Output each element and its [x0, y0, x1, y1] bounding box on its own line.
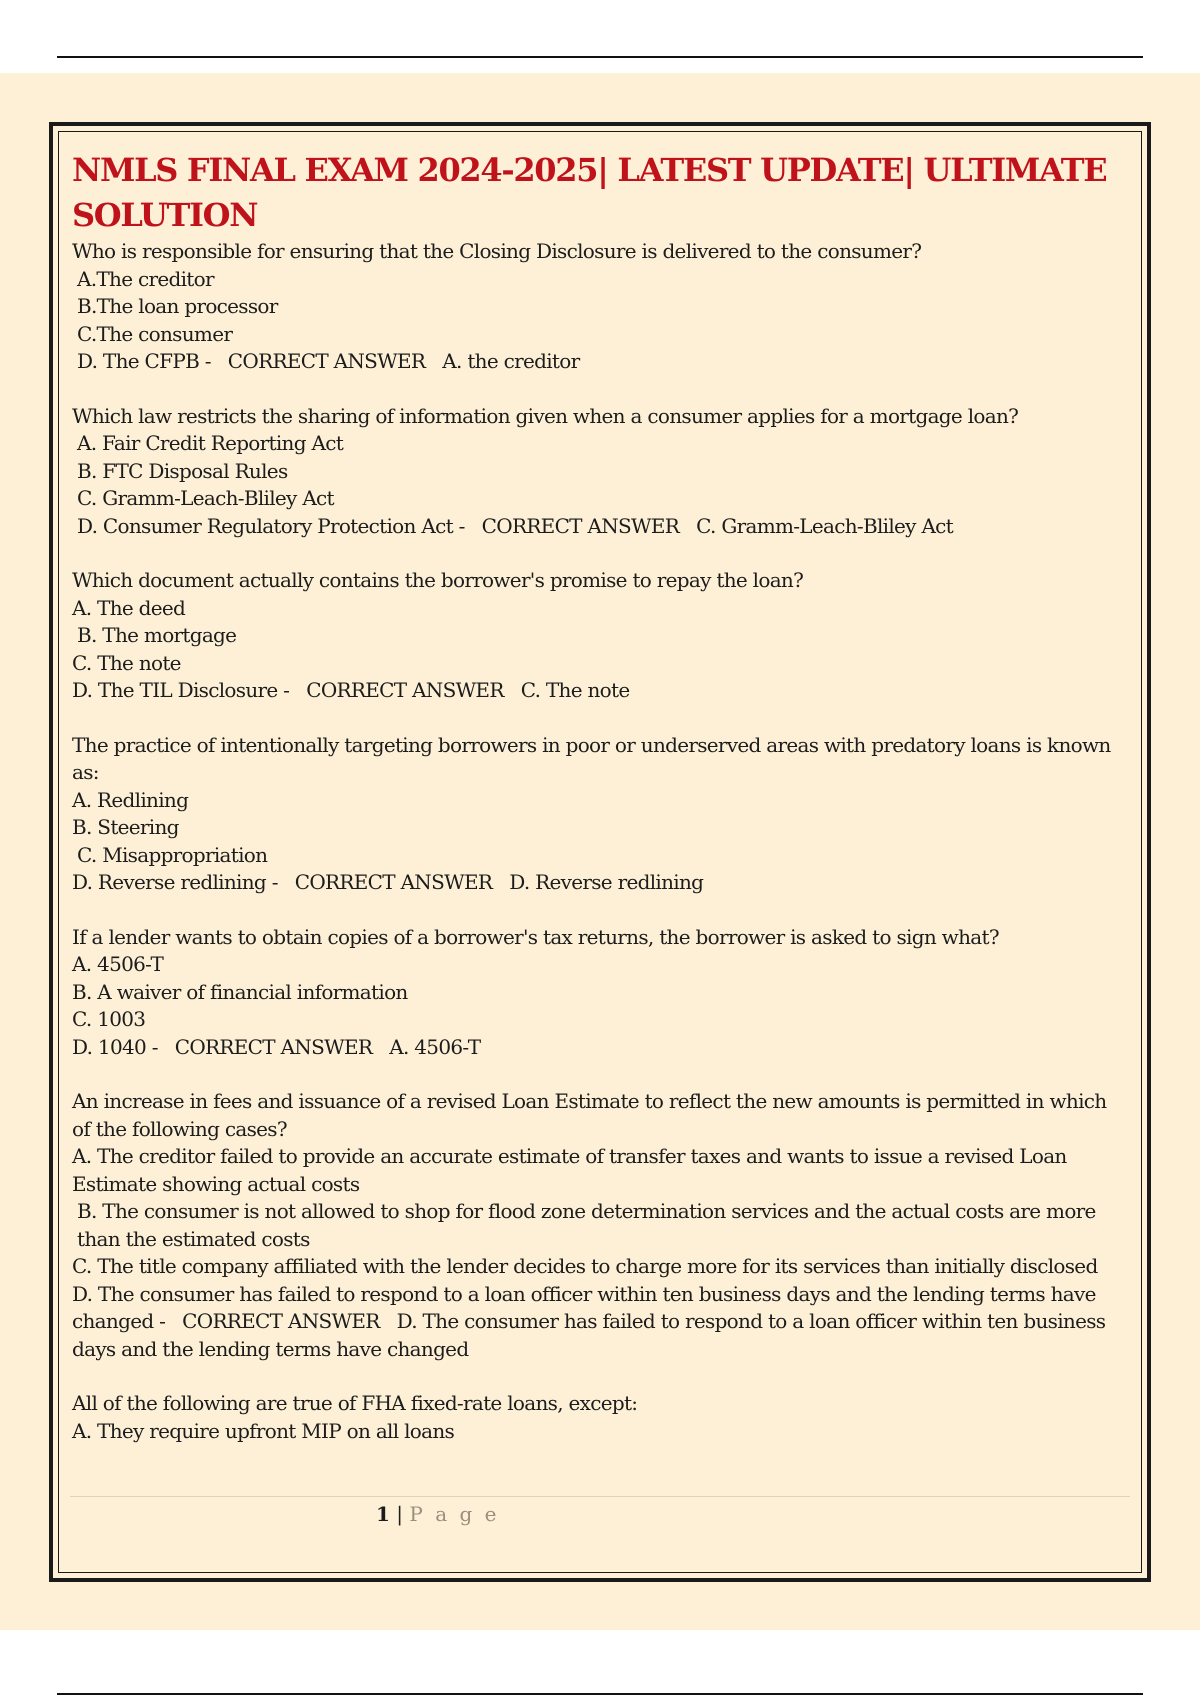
correct-answer-label: CORRECT ANSWER [481, 513, 680, 538]
question-block [72, 924, 1128, 1062]
footer-divider [70, 1496, 1130, 1497]
answer-option: C.The consumer [77, 321, 233, 346]
correct-answer: A. 4506-T [389, 1034, 481, 1059]
page-label: P a g e [409, 1502, 500, 1526]
correct-answer: C. The note [520, 678, 630, 702]
option-text: D. Reverse redlining - [72, 870, 278, 894]
answer-option: A. 4506-T [72, 952, 164, 976]
answer-option-last [72, 348, 1128, 376]
answer-option: A. They require upfront MIP on all loans [72, 1418, 455, 1443]
correct-answer: C. Gramm-Leach-Bliley Act [696, 513, 954, 538]
top-rule [57, 56, 1143, 58]
answer-option-last [72, 677, 1128, 705]
document-title: NMLS FINAL EXAM 2024-2025| LATEST UPDATE| ULTIMATE SOLUTION [72, 151, 1107, 234]
correct-answer: D. Reverse redlining [509, 870, 704, 894]
correct-answer-label: CORRECT ANSWER [306, 678, 504, 702]
answer-option: B. The consumer is not allowed to shop for flood zone determination services and the actual costs are more than the estimated costs [77, 1199, 1096, 1251]
question-block [72, 567, 1128, 705]
answer-option: C. The title company affiliated with the lender decides to charge more for its services than initially disclosed [72, 1254, 1098, 1278]
correct-answer: A. the creditor [442, 349, 580, 373]
answer-option-last [72, 1281, 1128, 1364]
question-block [72, 403, 1128, 541]
answer-option-last [72, 869, 1128, 897]
option-text: D. Consumer Regulatory Protection Act - [77, 513, 465, 538]
answer-option: A. Redlining [72, 787, 189, 812]
question-block [72, 1088, 1128, 1363]
question-block [72, 238, 1128, 376]
answer-option: B. The mortgage [77, 623, 237, 647]
page-separator: | [396, 1502, 404, 1526]
answer-option: B. A waiver of financial information [72, 979, 408, 1004]
option-text: D. 1040 - [72, 1034, 158, 1059]
answer-option: C. Misappropriation [77, 842, 268, 867]
question-text: The practice of intentionally targeting borrowers in poor or underserved areas with predatory loans is known as: [72, 732, 1111, 784]
correct-answer-label: CORRECT ANSWER [294, 870, 493, 894]
answer-option: B. FTC Disposal Rules [77, 458, 288, 483]
page-footer [376, 1500, 499, 1528]
question-text: If a lender wants to obtain copies of a borrower's tax returns, the borrower is asked to sign what? [72, 924, 999, 949]
answer-option: C. The note [72, 650, 181, 675]
answer-option: B.The loan processor [77, 294, 278, 318]
bottom-rule [57, 1693, 1143, 1695]
answer-option: B. Steering [72, 815, 179, 839]
answer-option: C. Gramm-Leach-Bliley Act [77, 486, 334, 510]
correct-answer: D. The consumer has failed to respond to a loan officer within ten business days and the lending terms have changed [72, 1309, 1106, 1361]
correct-answer-label: CORRECT ANSWER [227, 349, 426, 373]
question-text: All of the following are true of FHA fixed-rate loans, except: [72, 1391, 638, 1415]
answer-option: A. The deed [72, 595, 186, 620]
answer-option: A. The creditor failed to provide an accurate estimate of transfer taxes and wants to issue a revised Loan Estimate showing actual costs [72, 1144, 1067, 1196]
question-text: Who is responsible for ensuring that the Closing Disclosure is delivered to the consumer? [72, 239, 922, 263]
answer-option: A. Fair Credit Reporting Act [77, 431, 344, 455]
correct-answer-label: CORRECT ANSWER [174, 1034, 373, 1059]
document-content [72, 148, 1128, 1445]
question-block [72, 732, 1128, 897]
answer-option: C. 1003 [72, 1007, 146, 1031]
question-block [72, 1390, 1128, 1445]
answer-option-last [72, 1034, 1128, 1062]
correct-answer-label: CORRECT ANSWER [182, 1309, 380, 1333]
question-text: An increase in fees and issuance of a revised Loan Estimate to reflect the new amounts is permitted in which of the following cases? [72, 1089, 1107, 1141]
option-text: D. The consumer has failed to respond to a loan officer within ten business days and the lending terms have changed - [72, 1281, 1096, 1333]
question-text: Which document actually contains the borrower's promise to repay the loan? [72, 568, 804, 592]
answer-option: A.The creditor [77, 266, 214, 291]
option-text: D. The TIL Disclosure - [72, 678, 290, 702]
page-number: 1 [376, 1502, 390, 1526]
option-text: D. The CFPB - [77, 349, 211, 373]
answer-option-last [72, 513, 1128, 541]
question-text: Which law restricts the sharing of information given when a consumer applies for a mortgage loan? [72, 403, 1019, 428]
